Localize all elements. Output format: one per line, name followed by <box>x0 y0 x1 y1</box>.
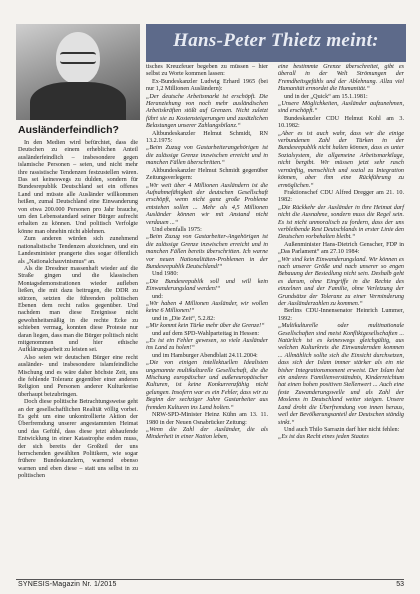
source-line: Und auch Thilo Sarrazin darf hier nicht fehlen: <box>284 426 400 433</box>
source-line: und: <box>152 293 163 300</box>
source-line: Und ebenfalls 1975: <box>152 226 202 233</box>
paragraph: Also seien wir deutschen Bürger eine recht ausländer- und insbesondere islamfeindliche Mischung und es wäre daher höchste Zeit, uns die fehlende Toleranz gegenüber einer anderen Religion und Personen anderer Kulturkreise überhaupt beizubringen. <box>18 354 138 398</box>
source-line: Altbundeskanzler Helmut Schmidt, RN 13.2.1975: <box>146 130 268 145</box>
quote: „Wir haben 4 Millionen Ausländer, wir wollen keine 6 Millionen!“ <box>146 301 268 315</box>
text-column-3 <box>278 64 404 442</box>
quote: „Die Rückkehr der Ausländer in ihre Heimat darf nicht die Ausnahme, sondern muss die Regel sein. Es ist nicht unmoralisch zu fordern, dass der uns verbleibende Rest Deutschlands in erster Linie den Deutschen vorbehalten bleibt.“ <box>278 204 404 241</box>
source-line: Altbundeskanzler Helmut Schmidt gegenüber Zeitungsverlegern: <box>146 167 268 182</box>
quote: „Es ist ein Fehler gewesen, so viele Ausländer ins Land zu holen!“ <box>146 338 268 352</box>
source-line: Berlins CDU-Innensenator Heinrich Lummer, 1992: <box>278 308 404 322</box>
quote: „Unsere Möglichkeiten, Ausländer aufzunehmen, sind erschöpft.“ <box>278 101 404 115</box>
author-photo <box>16 24 140 120</box>
source-line: und auf dem SPD-Wahlparteitag in Hessen: <box>152 330 260 337</box>
footer-magazine-label: SYNESIS-Magazin Nr. 1/2015 <box>18 581 117 588</box>
author-title: Hans-Peter Thietz meint: <box>173 30 379 51</box>
source-line: Ex-Bundeskanzler Ludwig Erhard 1965 (bei nur 1,2 Millionen Ausländern): <box>146 78 268 93</box>
author-photo-body <box>30 82 126 120</box>
quote: „Die von einigen intellektuellen Idealisten ungenannte multikulturelle Gesellschaft, die die Mischung europäischer und außereuropäischer Kulturen, ist keine Konkurrenzfähig nicht gelungen. Insofern war es ein Fehler, dass wir zu Beginn der sechziger Jahre Gastarbeiter aus fremden Kulturen ins Land holten.“ <box>146 360 268 411</box>
quote: „Beim Zuzug von Gastarbeiterangehörigen ist die zulässige Grenze inzwischen erreicht und in manchen Fällen überschritten.“ <box>146 145 268 167</box>
quote: „Wenn die Zahl der Ausländer, die als Minderheit in einer Nation leben, <box>146 426 268 441</box>
quote: „Es ist das Recht eines jeden Staates <box>278 434 369 441</box>
quote: „Mir kommt kein Türke mehr über die Grenze!“ <box>146 323 265 330</box>
quote: eine bestimmte Grenze überschreitet, gibt es überall in der Welt Strömungen der Fremdheitsgefühls und der Ablehnung. Allzu viel Humanität ermordet die Humanität.“ <box>278 64 404 93</box>
quote: „Wir weit über 4 Millionen Ausländern ist die Aufnahmefähigkeit der deutschen Gesellschaft erschöpft, wenn nicht ganz große Probleme entstehen sollen ... Mehr als 4,5 Millionen Ausländer können wir mit Anstand nicht verdauen ...“ <box>146 182 268 226</box>
paragraph: Als die Dresdner massenhaft wieder auf die Straße gingen und die klassischen Montagsdemonstrationen wieder aufleben ließen, die mit dazu beitrugen, die DDR zu stürzen, setzten die führenden politischen Ebenen dem recht ratlos gegenüber. Und nachdem man diese Ereignisse nicht gewohnheitsmäßig in die rechte Ecke zu schieben vermag, konnten diese Proteste nur daran liegen, dass man die Bürger politisch nicht mitgenommen und hier ethische Aufklärungsarbeit zu leisten sei. <box>18 265 138 354</box>
author-photo-glasses <box>60 52 96 64</box>
quote: „Multikulturelle oder multinationale Gesellschaften sind meist Konfliktgesellschaften ... Natürlich ist es keineswegs gleichgültig, aus welchen Kulturkreis die Einwandernden kommen ... Allmählich sollte sich die Einsicht durchsetzen, dass sich der Islam immer stärker als ein nie bisher Integrationsmoment erweist. Der Islam hat ein anderes Familienverständnis, Kinderreichtum hat einen hohen positiven Stellenwert ... Auch eine feste Zuwanderungswelle und als Zahl der Moslems in Deutschland weiter steigen. Unsere Land droht die Überfremdung von innen heraus, weil der Bevölkerungsanteil der Deutschen ständig sinkt.“ <box>278 323 404 426</box>
source-line: Fraktionschef CDU Alfred Dregger am 21. 10. 1982: <box>278 189 404 204</box>
source-line: und in „Die Zeit“, 5.2.82: <box>152 315 215 322</box>
source-line: Und 1980: <box>152 271 179 278</box>
author-banner <box>146 24 406 62</box>
article-title: Ausländerfeindlich? <box>18 124 119 136</box>
page-number: 53 <box>396 581 404 588</box>
paragraph: Doch diese politische Betrachtungsweise geht an der gesellschaftlichen Realität völlig vorbei. Es geht um eine unkontrollierte Aktion der Überfremdung unserer angestammten Heimat und das Gefühl, dass diese jetzt abhaufende Entwicklung in einer Katastrophe enden muss, der sich bereits der Großteil der uns herrschenden gewählten Politikern, wie sogar frühere Bundeskanzlern, warnend ebenso warnen und eben diese – statt uns selbst in zu politischen <box>18 399 138 480</box>
quote: „Beim Zuzug von Gastarbeiter-Angehörigen ist die zulässige Grenze inzwischen erreicht und in manchen Fällen bereits überschritten. Ich warne vor neuen Nationalitäten-Problemen in der Bundesrepublik Deutschland!“ <box>146 234 268 270</box>
paragraph: In den Medien wird befürchtet, dass die Deutschen zu einem erheblichen Anteil ausländerfeindlich – insbesondere gegen islamische Personen – seien, und nicht mehr ihre rassistische Tendenzen festzustellen wären. Das sei keineswegs zu dulden, sondern für Bundesrepublik Deutschland sei ein offenes Land und müsste alle Ausländer willkommen heißen, zumal Deutschland eine Einwanderung von etwa 200.000 Personen pro Jahr brauche, um den Lebensstandard seiner Bürger aufrecht erhalten zu können. Und politisch Verfolgte könne man ohnehin nicht ablehnen. <box>18 140 138 235</box>
source-line: NRW-SPD-Minister Heinz Kühn am 13. 11. 1980 in der Neuen Osnabrücker Zeitung: <box>146 412 268 426</box>
quote: „Die Bundesrepublik soll und will kein Einwanderungsland werden!“ <box>146 278 268 293</box>
quote: „Wir sind kein Einwanderungsland. Wir können es nach unserer Größe und nach unserer so engen Bebauung der Besiedlung nicht sein. Deshalb geht es darum, ohne Eingriffe in die Rechte des einzelnen und der Familie, ohne Verletzung der Grundsätze der Toleranz zu einer Verminderung der Ausländerzahlen zu kommen.“ <box>278 256 404 307</box>
text-column-1 <box>18 140 138 481</box>
quote: „Aber es ist auch wahr, dass wir die einige verbundenen Zahl der Türken in der Bundesrepublik nicht halten können, dass es unter Sozialsystem, die allgemeine Arbeitsmarktlage, nicht bergibt. Wir müssen jetzt sehr rasch vernünftig, menschlich und sozial zu Integration können, aber ihm eine Rückführung zu ermöglichen.“ <box>278 130 404 189</box>
source-line: Bundeskanzler CDU Helmut Kohl am 3. 10.1982: <box>278 115 404 130</box>
text-column-2 <box>146 64 268 442</box>
paragraph: tisches Kreuzfeuer begeben zu müssen – hier selbst zu Worte kommen lassen: <box>146 64 268 78</box>
quote: „Der deutsche Arbeitsmarkt ist erschöpft. Die Heranziehung von noch mehr ausländischen Arbeitskräften stößt auf Grenzen. Nicht zuletzt führt sie zu Kostensteigerungen und zusätzlichen Belastungen unserer Zahlungsbilanz.“ <box>146 93 268 130</box>
paragraph: Zum anderen würden sich zunehmend nationalistische Tendenzen abzeichnen, und ein Landesminister prangerte dies sogar öffentlich als „Nationalchauvinismus“ an. <box>18 236 138 265</box>
source-line: und in der „Quick“ am 15.1.1981: <box>284 93 368 100</box>
source-line: und im Hamburger Abendblatt 24.11.2004: <box>152 352 258 359</box>
footer-rule <box>16 579 404 580</box>
source-line: Außenminister Hans-Dietrich Genscher, FDP in „Das Parlament“ am 27.10 1984: <box>278 241 404 256</box>
